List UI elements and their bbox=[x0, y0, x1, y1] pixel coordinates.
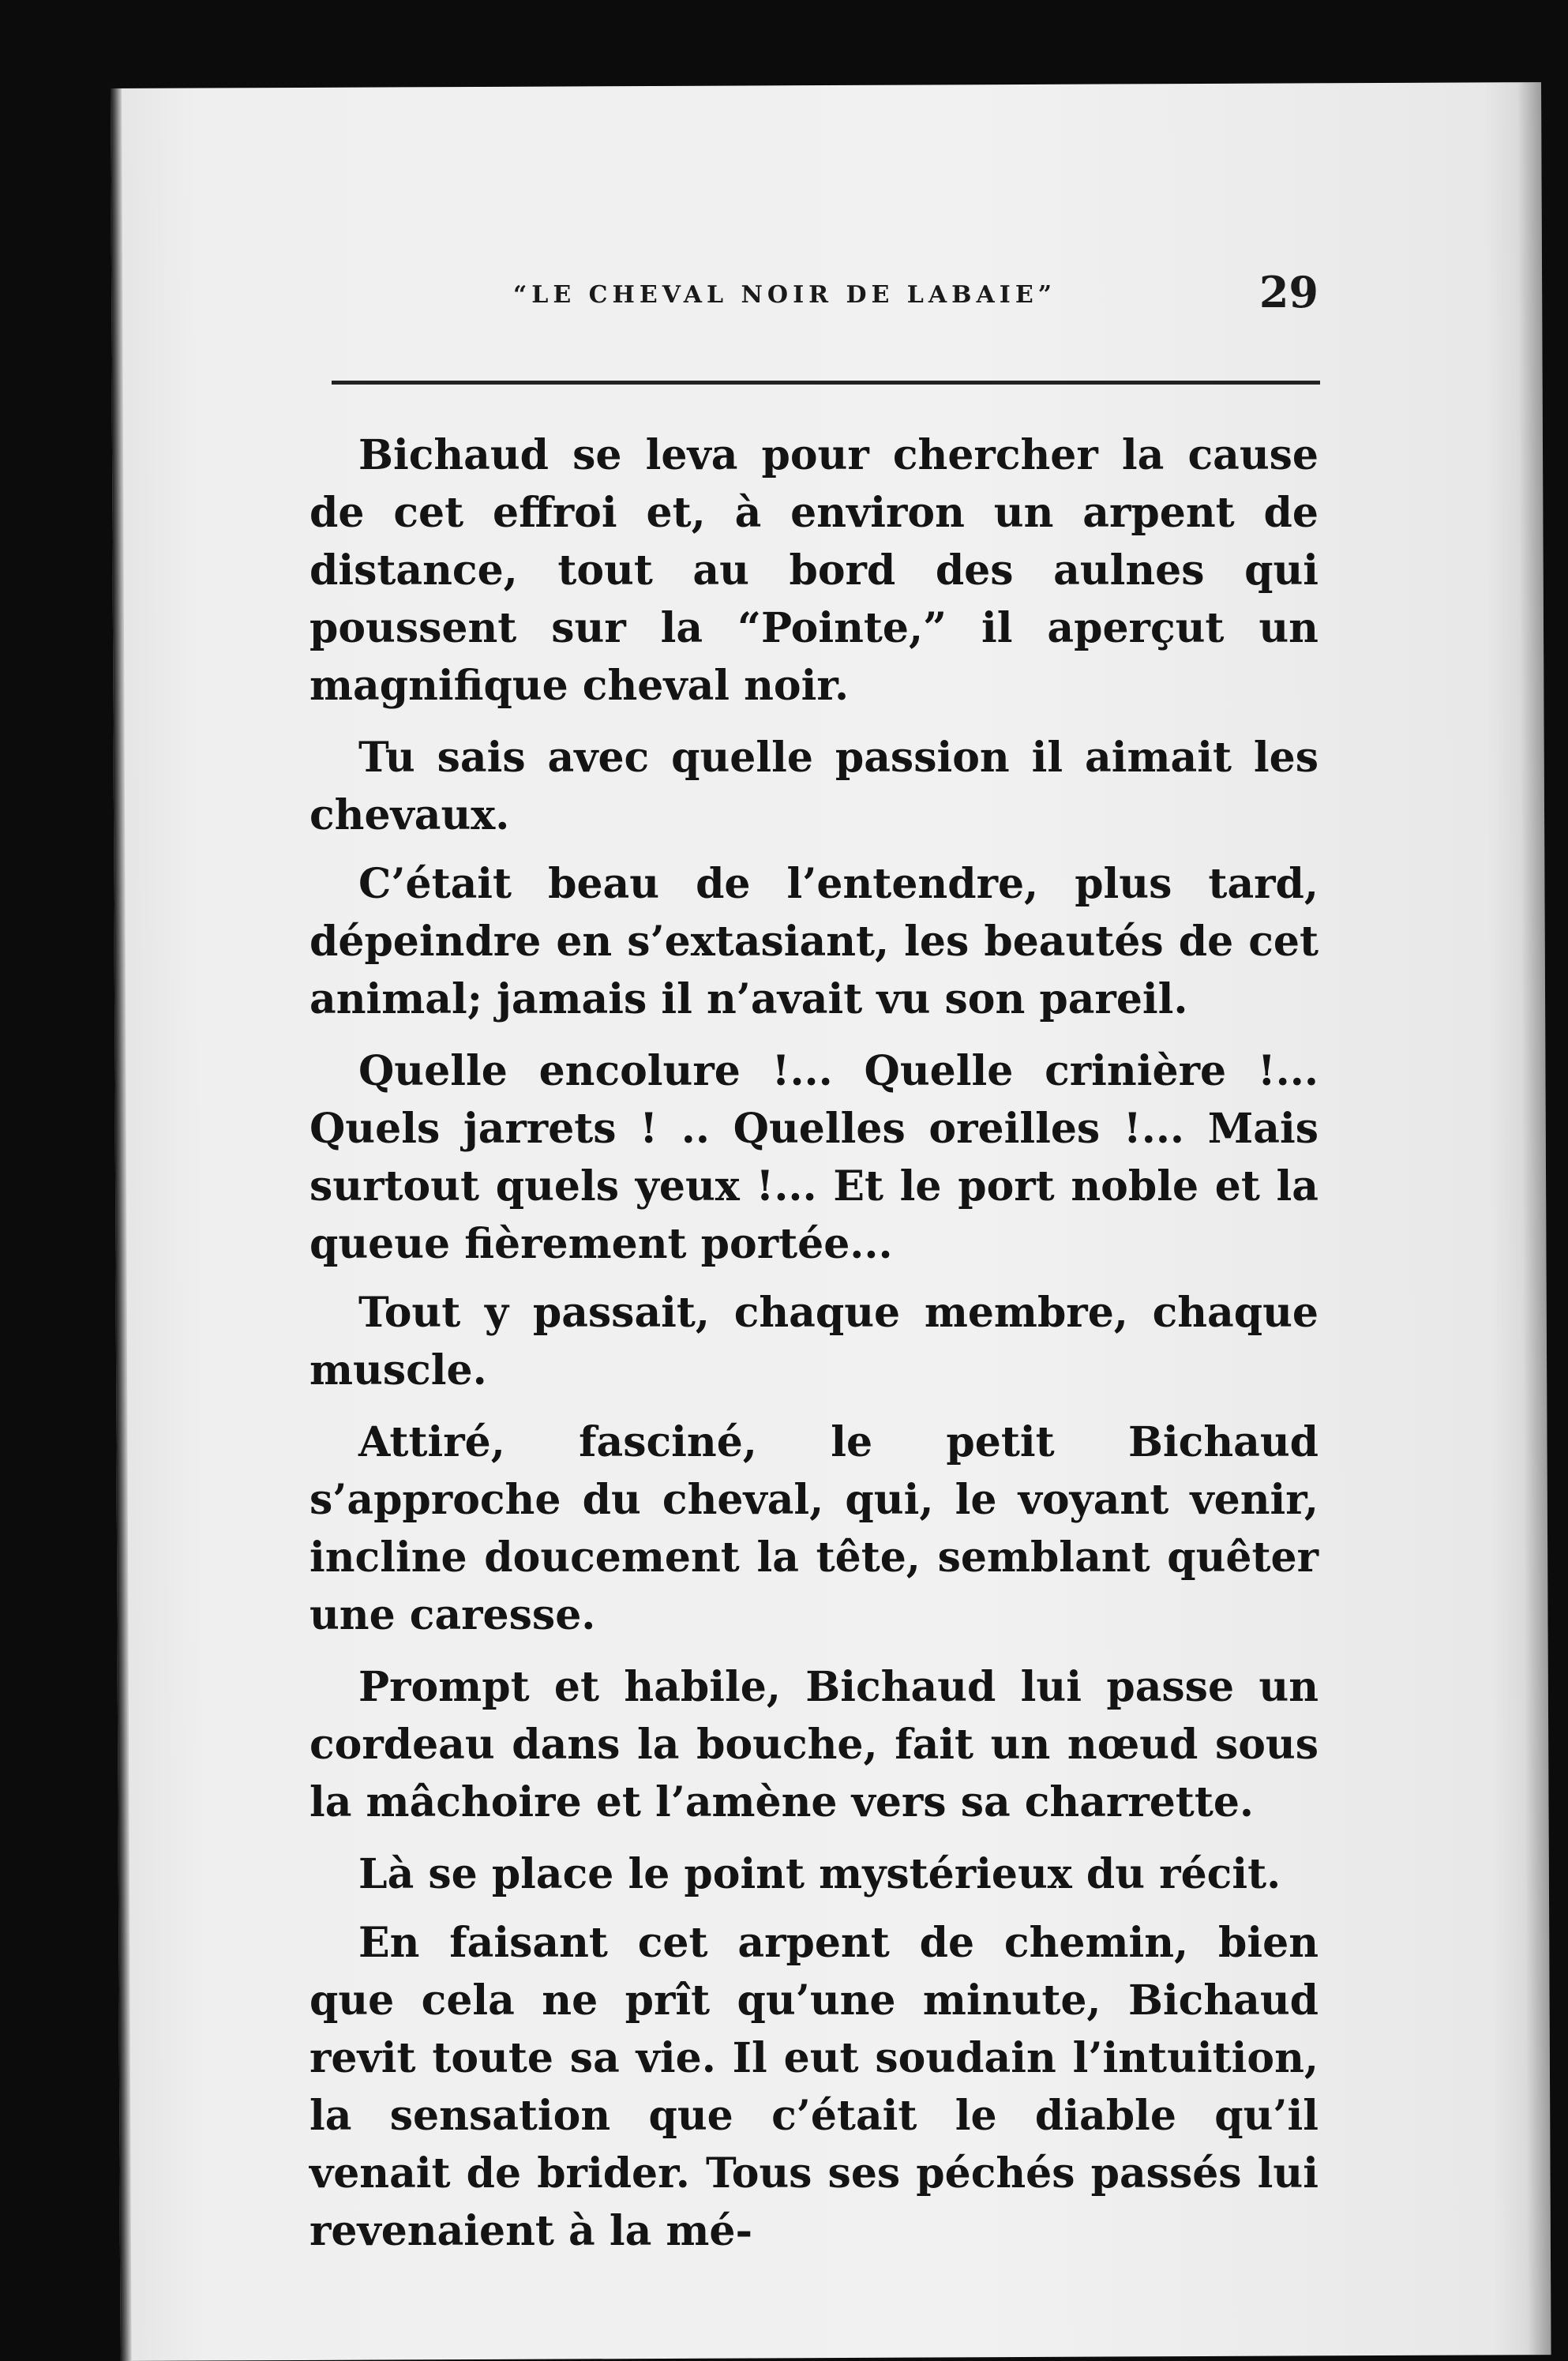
paragraph: Attiré, fasciné, le petit Bichaud s’approche du cheval, qui, le voyant venir, incline doucement la tête, semblant quêter une caresse. bbox=[309, 1418, 1319, 1639]
paragraph: Tout y passait, chaque membre, chaque muscle. bbox=[309, 1289, 1319, 1394]
binding-mark bbox=[85, 780, 95, 799]
page-header bbox=[403, 262, 1319, 325]
body-text bbox=[309, 426, 1319, 2274]
page-fold-shadow bbox=[111, 88, 132, 2361]
paragraph: Quelle encolure !... Quelle crinière !... Quels jarrets ! .. Quelles oreilles !... Mais surtout quels yeux !... Et le port noble et la queue fièrement portée... bbox=[309, 1047, 1319, 1268]
binding-mark bbox=[85, 1541, 95, 1560]
header-rule bbox=[332, 381, 1320, 385]
page-number: 29 bbox=[1259, 267, 1319, 317]
paragraph: En faisant cet arpent de chemin, bien que cela ne prît qu’une minute, Bichaud revit toute sa vie. Il eut soudain l’intuition, la sensation que c’était le diable qu’il venait de brider. Tous ses péchés passés lui revenaient à la mé- bbox=[309, 1919, 1319, 2255]
running-title: “LE CHEVAL NOIR DE LABAIE” bbox=[513, 281, 1056, 309]
paragraph: Bichaud se leva pour chercher la cause de cet effroi et, à environ un arpent de distance, tout au bord des aulnes qui poussent sur la “Pointe,” il aperçut un magnifique cheval noir. bbox=[309, 431, 1319, 710]
paragraph: Là se place le point mystérieux du récit. bbox=[358, 1850, 1281, 1898]
paragraph: Tu sais avec quelle passion il aimait les chevaux. bbox=[309, 734, 1319, 839]
paragraph: C’était beau de l’entendre, plus tard, dépeindre en s’extasiant, les beautés de cet animal; jamais il n’avait vu son pareil. bbox=[309, 860, 1319, 1023]
paragraph: Prompt et habile, Bichaud lui passe un cordeau dans la bouche, fait un nœud sous la mâchoire et l’amène vers sa charrette. bbox=[309, 1663, 1319, 1826]
page-edge-shadow bbox=[1517, 82, 1551, 2355]
